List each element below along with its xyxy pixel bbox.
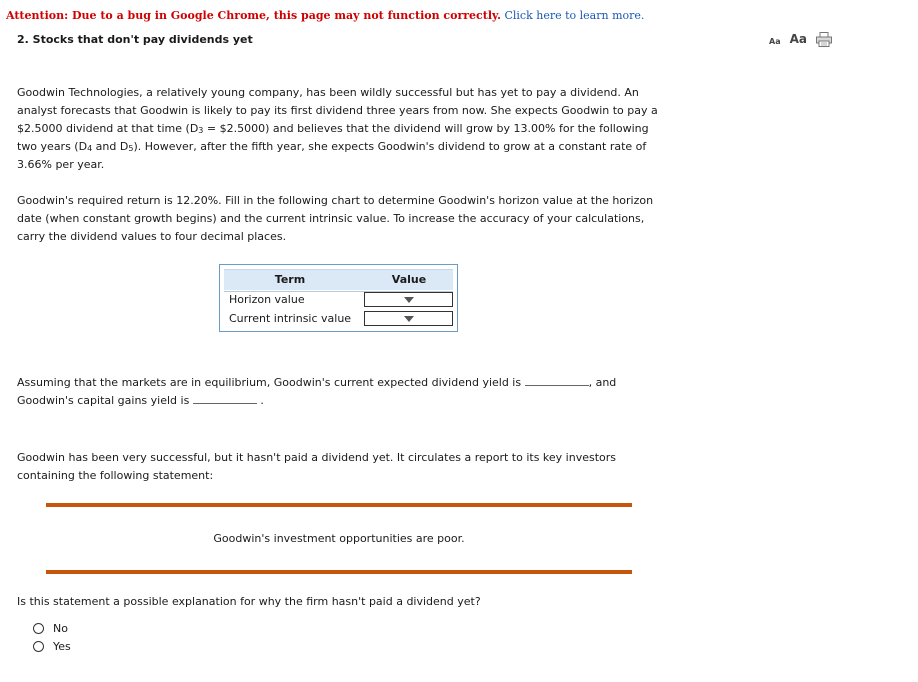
intro-paragraph: Goodwin Technologies, a relatively young company, has been wildly successful but has yet to pay a dividend. An analyst forecasts that Goodwin is likely to pay its first dividend three years from now. She expects Goodwin to pay a $2.5000 dividend at that time ($D_3$ = $2.5000) and believes that the dividend will grow by 13.00% for the following two years ($D_4$ and $D_5$). However, after the fifth year, she expects Goodwin's dividend to grow at a constant rate of 3.66% per year. <box>17 86 658 171</box>
question-title: 2. Stocks that don't pay dividends yet <box>17 33 253 46</box>
statement-bottom-rule <box>46 570 632 574</box>
statement-text: Goodwin's investment opportunities are poor. <box>213 532 465 545</box>
horizon-value-dropdown[interactable] <box>364 292 453 307</box>
font-increase-button[interactable]: Aa <box>789 32 807 46</box>
yield-paragraph: Assuming that the markets are in equilibrium, Goodwin's current expected dividend yield is , and Goodwin's capital gains yield is . <box>17 376 617 407</box>
dividend-yield-input[interactable] <box>525 374 589 386</box>
learn-more-link[interactable]: Click here to learn more. <box>504 9 645 22</box>
instruction-paragraph: Goodwin's required return is 12.20%. Fill in the following chart to determine Goodwin's horizon value at the horizon date (when constant growth begins) and the current intrinsic value. To increase the accuracy of your calculations, carry the dividend values to four decimal places. <box>17 194 654 243</box>
current-intrinsic-value-dropdown[interactable] <box>364 311 453 326</box>
column-header-value: Value <box>391 273 427 286</box>
column-header-term: Term <box>274 273 306 286</box>
option-yes[interactable]: Yes <box>33 640 71 653</box>
table-row-term: Current intrinsic value <box>229 312 352 325</box>
option-no[interactable]: No <box>33 622 68 635</box>
toolbar <box>769 32 832 46</box>
valuation-table <box>219 264 458 332</box>
font-decrease-button[interactable]: Aa <box>769 37 781 46</box>
capital-gains-yield-input[interactable] <box>193 392 257 404</box>
chevron-down-icon <box>404 297 414 303</box>
attention-banner <box>6 9 644 22</box>
chevron-down-icon <box>404 316 414 322</box>
table-header <box>224 269 453 290</box>
question-text: Is this statement a possible explanation for why the firm hasn't paid a dividend yet? <box>17 595 481 608</box>
radio-no[interactable] <box>33 623 44 634</box>
printer-icon[interactable] <box>816 32 832 46</box>
attention-warning: Attention: Due to a bug in Google Chrome, this page may not function correctly. <box>6 9 501 22</box>
table-row-term: Horizon value <box>229 293 305 306</box>
radio-yes[interactable] <box>33 641 44 652</box>
statement-top-rule <box>46 503 632 507</box>
report-paragraph: Goodwin has been very successful, but it hasn't paid a dividend yet. It circulates a report to its key investors containing the following statement: <box>17 451 617 482</box>
